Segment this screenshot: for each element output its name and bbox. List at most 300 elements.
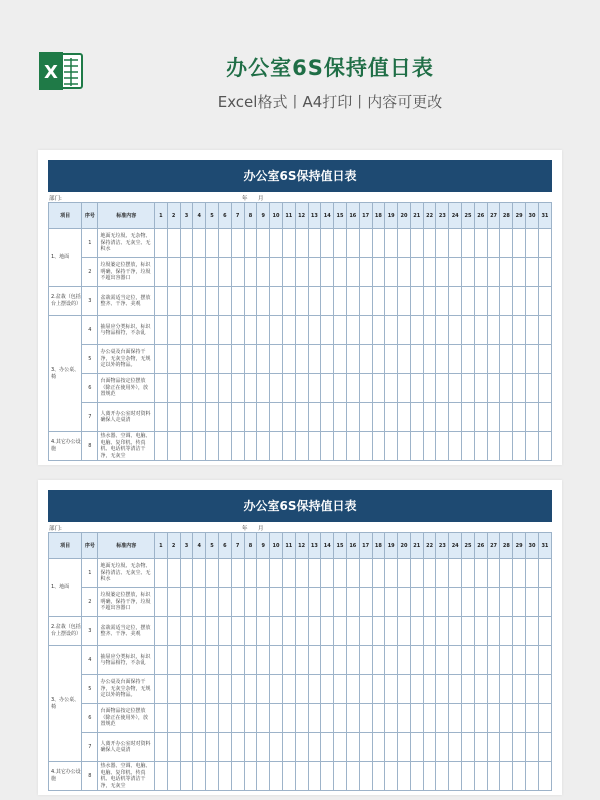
- day-cell[interactable]: [372, 762, 385, 791]
- day-cell[interactable]: [308, 617, 321, 646]
- day-cell[interactable]: [526, 588, 539, 617]
- day-cell[interactable]: [359, 345, 372, 374]
- day-cell[interactable]: [308, 675, 321, 704]
- day-cell[interactable]: [167, 646, 180, 675]
- day-cell[interactable]: [449, 316, 462, 345]
- day-cell[interactable]: [282, 287, 295, 316]
- day-cell[interactable]: [359, 432, 372, 461]
- day-cell[interactable]: [359, 374, 372, 403]
- day-cell[interactable]: [346, 559, 359, 588]
- day-cell[interactable]: [180, 229, 193, 258]
- day-cell[interactable]: [334, 588, 347, 617]
- day-cell[interactable]: [474, 229, 487, 258]
- day-cell[interactable]: [474, 316, 487, 345]
- day-cell[interactable]: [244, 559, 257, 588]
- day-cell[interactable]: [346, 432, 359, 461]
- day-cell[interactable]: [513, 287, 526, 316]
- day-cell[interactable]: [295, 762, 308, 791]
- day-cell[interactable]: [270, 316, 283, 345]
- day-cell[interactable]: [359, 704, 372, 733]
- day-cell[interactable]: [154, 733, 167, 762]
- day-cell[interactable]: [154, 345, 167, 374]
- day-cell[interactable]: [462, 762, 475, 791]
- day-cell[interactable]: [334, 559, 347, 588]
- day-cell[interactable]: [270, 704, 283, 733]
- day-cell[interactable]: [244, 704, 257, 733]
- day-cell[interactable]: [385, 287, 398, 316]
- day-cell[interactable]: [372, 675, 385, 704]
- day-cell[interactable]: [385, 588, 398, 617]
- day-cell[interactable]: [526, 675, 539, 704]
- day-cell[interactable]: [346, 403, 359, 432]
- day-cell[interactable]: [270, 617, 283, 646]
- day-cell[interactable]: [193, 229, 206, 258]
- day-cell[interactable]: [372, 588, 385, 617]
- day-cell[interactable]: [359, 229, 372, 258]
- day-cell[interactable]: [538, 588, 551, 617]
- day-cell[interactable]: [436, 762, 449, 791]
- day-cell[interactable]: [244, 229, 257, 258]
- day-cell[interactable]: [538, 258, 551, 287]
- day-cell[interactable]: [282, 345, 295, 374]
- day-cell[interactable]: [270, 762, 283, 791]
- day-cell[interactable]: [154, 675, 167, 704]
- day-cell[interactable]: [449, 559, 462, 588]
- day-cell[interactable]: [398, 258, 411, 287]
- day-cell[interactable]: [257, 403, 270, 432]
- day-cell[interactable]: [410, 675, 423, 704]
- day-cell[interactable]: [346, 617, 359, 646]
- day-cell[interactable]: [257, 229, 270, 258]
- day-cell[interactable]: [257, 258, 270, 287]
- day-cell[interactable]: [385, 733, 398, 762]
- day-cell[interactable]: [334, 287, 347, 316]
- day-cell[interactable]: [538, 403, 551, 432]
- day-cell[interactable]: [154, 258, 167, 287]
- day-cell[interactable]: [334, 432, 347, 461]
- day-cell[interactable]: [410, 345, 423, 374]
- day-cell[interactable]: [180, 762, 193, 791]
- day-cell[interactable]: [321, 287, 334, 316]
- day-cell[interactable]: [257, 316, 270, 345]
- day-cell[interactable]: [436, 588, 449, 617]
- day-cell[interactable]: [526, 287, 539, 316]
- day-cell[interactable]: [500, 559, 513, 588]
- day-cell[interactable]: [231, 345, 244, 374]
- day-cell[interactable]: [180, 432, 193, 461]
- day-cell[interactable]: [462, 675, 475, 704]
- day-cell[interactable]: [513, 403, 526, 432]
- day-cell[interactable]: [487, 374, 500, 403]
- day-cell[interactable]: [244, 374, 257, 403]
- day-cell[interactable]: [538, 617, 551, 646]
- day-cell[interactable]: [526, 617, 539, 646]
- day-cell[interactable]: [193, 675, 206, 704]
- day-cell[interactable]: [410, 588, 423, 617]
- day-cell[interactable]: [526, 733, 539, 762]
- day-cell[interactable]: [398, 762, 411, 791]
- day-cell[interactable]: [372, 617, 385, 646]
- day-cell[interactable]: [487, 762, 500, 791]
- day-cell[interactable]: [449, 287, 462, 316]
- day-cell[interactable]: [487, 345, 500, 374]
- day-cell[interactable]: [193, 559, 206, 588]
- day-cell[interactable]: [500, 287, 513, 316]
- day-cell[interactable]: [270, 258, 283, 287]
- day-cell[interactable]: [295, 374, 308, 403]
- day-cell[interactable]: [218, 432, 231, 461]
- day-cell[interactable]: [193, 374, 206, 403]
- day-cell[interactable]: [206, 229, 219, 258]
- day-cell[interactable]: [180, 733, 193, 762]
- day-cell[interactable]: [282, 617, 295, 646]
- day-cell[interactable]: [321, 617, 334, 646]
- day-cell[interactable]: [334, 316, 347, 345]
- day-cell[interactable]: [487, 675, 500, 704]
- day-cell[interactable]: [282, 403, 295, 432]
- day-cell[interactable]: [449, 345, 462, 374]
- day-cell[interactable]: [462, 588, 475, 617]
- day-cell[interactable]: [372, 316, 385, 345]
- day-cell[interactable]: [167, 733, 180, 762]
- day-cell[interactable]: [538, 287, 551, 316]
- day-cell[interactable]: [474, 559, 487, 588]
- day-cell[interactable]: [244, 287, 257, 316]
- day-cell[interactable]: [513, 432, 526, 461]
- day-cell[interactable]: [206, 588, 219, 617]
- day-cell[interactable]: [372, 229, 385, 258]
- day-cell[interactable]: [282, 432, 295, 461]
- day-cell[interactable]: [538, 316, 551, 345]
- day-cell[interactable]: [270, 733, 283, 762]
- day-cell[interactable]: [359, 733, 372, 762]
- day-cell[interactable]: [398, 345, 411, 374]
- day-cell[interactable]: [500, 432, 513, 461]
- day-cell[interactable]: [474, 432, 487, 461]
- day-cell[interactable]: [487, 733, 500, 762]
- day-cell[interactable]: [231, 646, 244, 675]
- day-cell[interactable]: [526, 374, 539, 403]
- day-cell[interactable]: [321, 646, 334, 675]
- day-cell[interactable]: [257, 762, 270, 791]
- day-cell[interactable]: [359, 403, 372, 432]
- day-cell[interactable]: [359, 646, 372, 675]
- day-cell[interactable]: [487, 646, 500, 675]
- day-cell[interactable]: [526, 258, 539, 287]
- day-cell[interactable]: [462, 258, 475, 287]
- day-cell[interactable]: [385, 258, 398, 287]
- day-cell[interactable]: [295, 345, 308, 374]
- day-cell[interactable]: [282, 258, 295, 287]
- day-cell[interactable]: [193, 345, 206, 374]
- day-cell[interactable]: [295, 617, 308, 646]
- day-cell[interactable]: [449, 229, 462, 258]
- day-cell[interactable]: [436, 316, 449, 345]
- day-cell[interactable]: [244, 403, 257, 432]
- day-cell[interactable]: [308, 403, 321, 432]
- day-cell[interactable]: [410, 646, 423, 675]
- day-cell[interactable]: [513, 617, 526, 646]
- day-cell[interactable]: [513, 646, 526, 675]
- day-cell[interactable]: [385, 617, 398, 646]
- day-cell[interactable]: [334, 258, 347, 287]
- day-cell[interactable]: [538, 762, 551, 791]
- day-cell[interactable]: [423, 229, 436, 258]
- day-cell[interactable]: [295, 646, 308, 675]
- day-cell[interactable]: [193, 704, 206, 733]
- day-cell[interactable]: [359, 287, 372, 316]
- day-cell[interactable]: [500, 733, 513, 762]
- day-cell[interactable]: [346, 646, 359, 675]
- day-cell[interactable]: [513, 762, 526, 791]
- day-cell[interactable]: [167, 229, 180, 258]
- day-cell[interactable]: [282, 588, 295, 617]
- day-cell[interactable]: [295, 588, 308, 617]
- day-cell[interactable]: [423, 733, 436, 762]
- day-cell[interactable]: [423, 345, 436, 374]
- day-cell[interactable]: [154, 374, 167, 403]
- day-cell[interactable]: [385, 432, 398, 461]
- day-cell[interactable]: [295, 258, 308, 287]
- day-cell[interactable]: [462, 432, 475, 461]
- day-cell[interactable]: [167, 762, 180, 791]
- day-cell[interactable]: [398, 229, 411, 258]
- day-cell[interactable]: [346, 374, 359, 403]
- day-cell[interactable]: [193, 258, 206, 287]
- day-cell[interactable]: [372, 432, 385, 461]
- day-cell[interactable]: [206, 432, 219, 461]
- day-cell[interactable]: [321, 762, 334, 791]
- day-cell[interactable]: [487, 588, 500, 617]
- day-cell[interactable]: [193, 316, 206, 345]
- day-cell[interactable]: [270, 675, 283, 704]
- day-cell[interactable]: [206, 704, 219, 733]
- day-cell[interactable]: [410, 258, 423, 287]
- day-cell[interactable]: [193, 762, 206, 791]
- day-cell[interactable]: [513, 345, 526, 374]
- day-cell[interactable]: [154, 559, 167, 588]
- day-cell[interactable]: [334, 229, 347, 258]
- day-cell[interactable]: [206, 374, 219, 403]
- day-cell[interactable]: [359, 762, 372, 791]
- day-cell[interactable]: [513, 229, 526, 258]
- day-cell[interactable]: [282, 374, 295, 403]
- day-cell[interactable]: [231, 704, 244, 733]
- day-cell[interactable]: [500, 704, 513, 733]
- day-cell[interactable]: [244, 588, 257, 617]
- day-cell[interactable]: [346, 675, 359, 704]
- day-cell[interactable]: [372, 374, 385, 403]
- day-cell[interactable]: [218, 345, 231, 374]
- day-cell[interactable]: [244, 646, 257, 675]
- day-cell[interactable]: [295, 287, 308, 316]
- day-cell[interactable]: [334, 762, 347, 791]
- day-cell[interactable]: [206, 258, 219, 287]
- day-cell[interactable]: [372, 559, 385, 588]
- day-cell[interactable]: [308, 704, 321, 733]
- day-cell[interactable]: [206, 316, 219, 345]
- day-cell[interactable]: [462, 646, 475, 675]
- day-cell[interactable]: [526, 432, 539, 461]
- day-cell[interactable]: [474, 733, 487, 762]
- day-cell[interactable]: [346, 733, 359, 762]
- day-cell[interactable]: [449, 374, 462, 403]
- day-cell[interactable]: [526, 704, 539, 733]
- day-cell[interactable]: [193, 403, 206, 432]
- day-cell[interactable]: [385, 316, 398, 345]
- day-cell[interactable]: [500, 588, 513, 617]
- day-cell[interactable]: [180, 345, 193, 374]
- day-cell[interactable]: [231, 316, 244, 345]
- day-cell[interactable]: [257, 432, 270, 461]
- day-cell[interactable]: [500, 374, 513, 403]
- day-cell[interactable]: [423, 704, 436, 733]
- day-cell[interactable]: [231, 617, 244, 646]
- day-cell[interactable]: [462, 287, 475, 316]
- day-cell[interactable]: [474, 617, 487, 646]
- day-cell[interactable]: [398, 287, 411, 316]
- day-cell[interactable]: [474, 675, 487, 704]
- day-cell[interactable]: [295, 733, 308, 762]
- day-cell[interactable]: [526, 229, 539, 258]
- day-cell[interactable]: [167, 588, 180, 617]
- day-cell[interactable]: [436, 287, 449, 316]
- day-cell[interactable]: [410, 559, 423, 588]
- day-cell[interactable]: [500, 258, 513, 287]
- day-cell[interactable]: [167, 704, 180, 733]
- day-cell[interactable]: [538, 559, 551, 588]
- day-cell[interactable]: [154, 617, 167, 646]
- day-cell[interactable]: [474, 345, 487, 374]
- day-cell[interactable]: [538, 345, 551, 374]
- day-cell[interactable]: [436, 704, 449, 733]
- day-cell[interactable]: [257, 733, 270, 762]
- day-cell[interactable]: [257, 287, 270, 316]
- day-cell[interactable]: [180, 704, 193, 733]
- day-cell[interactable]: [218, 258, 231, 287]
- day-cell[interactable]: [462, 316, 475, 345]
- day-cell[interactable]: [474, 258, 487, 287]
- day-cell[interactable]: [193, 432, 206, 461]
- day-cell[interactable]: [231, 374, 244, 403]
- day-cell[interactable]: [282, 229, 295, 258]
- day-cell[interactable]: [385, 704, 398, 733]
- day-cell[interactable]: [257, 374, 270, 403]
- day-cell[interactable]: [500, 617, 513, 646]
- day-cell[interactable]: [180, 403, 193, 432]
- day-cell[interactable]: [398, 559, 411, 588]
- day-cell[interactable]: [423, 762, 436, 791]
- day-cell[interactable]: [410, 403, 423, 432]
- day-cell[interactable]: [410, 229, 423, 258]
- day-cell[interactable]: [180, 316, 193, 345]
- day-cell[interactable]: [513, 258, 526, 287]
- day-cell[interactable]: [193, 733, 206, 762]
- day-cell[interactable]: [487, 316, 500, 345]
- day-cell[interactable]: [282, 559, 295, 588]
- day-cell[interactable]: [359, 675, 372, 704]
- day-cell[interactable]: [231, 287, 244, 316]
- day-cell[interactable]: [410, 432, 423, 461]
- day-cell[interactable]: [206, 675, 219, 704]
- day-cell[interactable]: [474, 287, 487, 316]
- day-cell[interactable]: [500, 403, 513, 432]
- day-cell[interactable]: [372, 704, 385, 733]
- day-cell[interactable]: [167, 559, 180, 588]
- day-cell[interactable]: [206, 403, 219, 432]
- day-cell[interactable]: [180, 559, 193, 588]
- day-cell[interactable]: [321, 432, 334, 461]
- day-cell[interactable]: [334, 675, 347, 704]
- day-cell[interactable]: [270, 559, 283, 588]
- day-cell[interactable]: [154, 646, 167, 675]
- day-cell[interactable]: [180, 617, 193, 646]
- day-cell[interactable]: [487, 704, 500, 733]
- day-cell[interactable]: [436, 258, 449, 287]
- day-cell[interactable]: [282, 762, 295, 791]
- day-cell[interactable]: [257, 617, 270, 646]
- day-cell[interactable]: [423, 374, 436, 403]
- day-cell[interactable]: [321, 733, 334, 762]
- day-cell[interactable]: [513, 316, 526, 345]
- day-cell[interactable]: [449, 617, 462, 646]
- day-cell[interactable]: [193, 646, 206, 675]
- day-cell[interactable]: [436, 345, 449, 374]
- day-cell[interactable]: [218, 733, 231, 762]
- day-cell[interactable]: [423, 617, 436, 646]
- day-cell[interactable]: [346, 345, 359, 374]
- day-cell[interactable]: [218, 229, 231, 258]
- day-cell[interactable]: [231, 229, 244, 258]
- day-cell[interactable]: [436, 733, 449, 762]
- day-cell[interactable]: [346, 704, 359, 733]
- day-cell[interactable]: [449, 704, 462, 733]
- day-cell[interactable]: [436, 559, 449, 588]
- day-cell[interactable]: [372, 287, 385, 316]
- day-cell[interactable]: [244, 258, 257, 287]
- day-cell[interactable]: [206, 733, 219, 762]
- day-cell[interactable]: [487, 287, 500, 316]
- day-cell[interactable]: [282, 316, 295, 345]
- day-cell[interactable]: [257, 345, 270, 374]
- day-cell[interactable]: [193, 588, 206, 617]
- day-cell[interactable]: [500, 229, 513, 258]
- day-cell[interactable]: [321, 675, 334, 704]
- day-cell[interactable]: [410, 733, 423, 762]
- day-cell[interactable]: [295, 403, 308, 432]
- day-cell[interactable]: [244, 617, 257, 646]
- day-cell[interactable]: [449, 258, 462, 287]
- day-cell[interactable]: [180, 258, 193, 287]
- day-cell[interactable]: [231, 432, 244, 461]
- day-cell[interactable]: [180, 374, 193, 403]
- day-cell[interactable]: [359, 617, 372, 646]
- day-cell[interactable]: [449, 675, 462, 704]
- day-cell[interactable]: [218, 588, 231, 617]
- day-cell[interactable]: [244, 316, 257, 345]
- day-cell[interactable]: [295, 229, 308, 258]
- day-cell[interactable]: [436, 646, 449, 675]
- day-cell[interactable]: [410, 762, 423, 791]
- day-cell[interactable]: [385, 762, 398, 791]
- day-cell[interactable]: [167, 345, 180, 374]
- day-cell[interactable]: [270, 374, 283, 403]
- day-cell[interactable]: [206, 345, 219, 374]
- day-cell[interactable]: [270, 403, 283, 432]
- day-cell[interactable]: [180, 646, 193, 675]
- day-cell[interactable]: [462, 559, 475, 588]
- day-cell[interactable]: [154, 229, 167, 258]
